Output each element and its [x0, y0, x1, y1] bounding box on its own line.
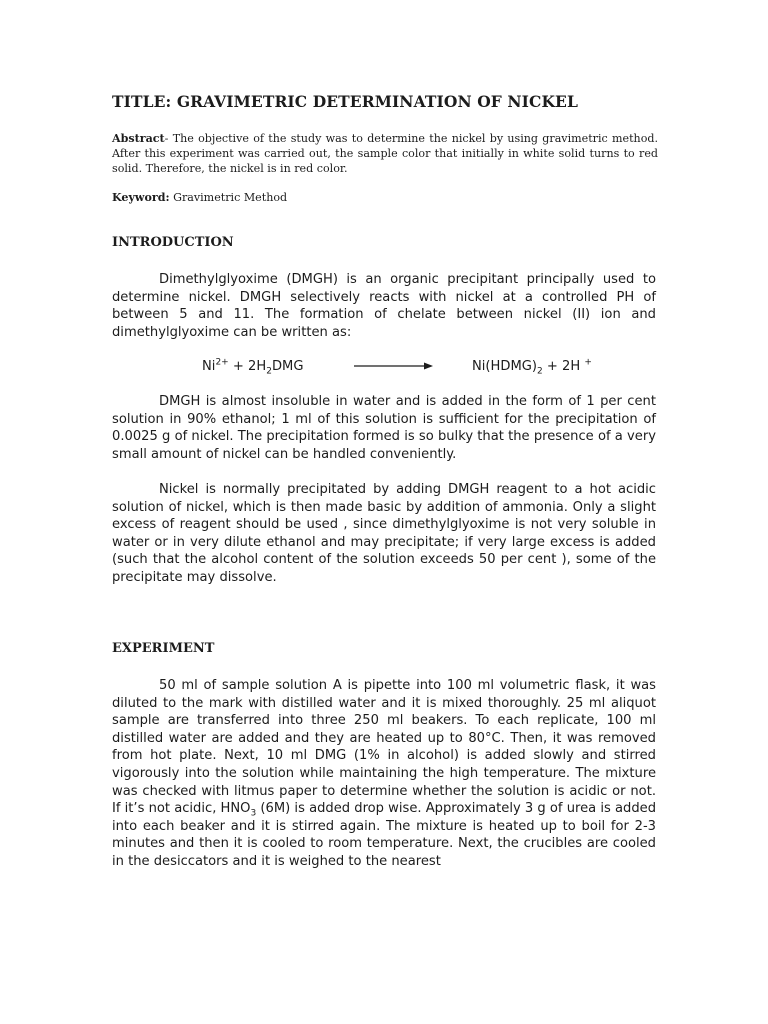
- equation-ni: Ni: [202, 359, 216, 374]
- reaction-arrow-icon: [354, 360, 434, 374]
- equation-ni-charge: 2+: [215, 357, 229, 368]
- equation-product-rest: + 2H: [542, 359, 585, 374]
- equation-plus-2h: + 2H: [228, 359, 267, 374]
- introduction-paragraph-3: Nickel is normally precipitated by adding DMGH reagent to a hot acidic solution of nickel, which is then made basic by addition of ammonia. Only a slight excess of reagent should be used , since dimethylglyoxime is not very soluble in water or in very dilute ethanol and may precipitate; if very large excess is added (such that the alcohol content of the solution exceeds 50 per cent ), some of the precipitate may dissolve.: [112, 482, 656, 585]
- experiment-paragraph-1: [112, 677, 656, 871]
- introduction-paragraph-2: DMGH is almost insoluble in water and is added in the form of 1 per cent solution in 90% ethanol; 1 ml of this solution is sufficient for the precipitation of 0.0025 g of nickel. The precipitation formed is so bulky that the presence of a very small amount of nickel can be handled conveniently.: [112, 394, 656, 462]
- abstract-paragraph: [112, 131, 658, 176]
- equation-h-subscript: 2: [266, 366, 272, 377]
- equation-products: [472, 357, 592, 377]
- equation-reactants: [202, 357, 304, 377]
- document-title: TITLE: GRAVIMETRIC DETERMINATION OF NICKEL: [112, 92, 578, 111]
- equation-product-charge: +: [584, 357, 592, 368]
- equation-product-subscript: 2: [537, 366, 543, 377]
- hno3-subscript: 3: [250, 808, 257, 819]
- experiment-text-b: (6M) is added drop wise. Approximately 3 g of urea is added into each beaker and it is stirred again. The mixture is heated up to boil for 2-3 minutes and then it is cooled to room temperature. Next, the crucibles are cooled in the desiccators and it is weighed to the nearest: [112, 801, 657, 869]
- abstract-label: Abstract: [112, 132, 165, 145]
- introduction-heading: INTRODUCTION: [112, 235, 234, 250]
- keyword-text: Gravimetric Method: [169, 191, 288, 204]
- introduction-paragraph-1: Dimethylglyoxime (DMGH) is an organic precipitant principally used to determine nickel. DMGH selectively reacts with nickel at a controlled PH of between 5 and 11. The formation of chelate between nickel (II) ion and dimethylglyoxime can be written as:: [112, 272, 656, 340]
- abstract-dash: -: [164, 132, 173, 145]
- experiment-text-a: 50 ml of sample solution A is pipette into 100 ml volumetric flask, it was diluted to the mark with distilled water and it is mixed thoroughly. 25 ml aliquot sample are transferred into three 250 ml beakers. To each replicate, 100 ml distilled water are added and they are heated up to 80°C. Then, it was removed from hot plate. Next, 10 ml DMG (1% in alcohol) is added slowly and stirred vigorously into the solution while maintaining the high temperature. The mixture was checked with litmus paper to determine whether the solution is acidic or not. If it’s not acidic, HNO: [112, 678, 656, 817]
- experiment-heading: EXPERIMENT: [112, 641, 215, 656]
- keyword-label: Keyword:: [112, 191, 170, 204]
- equation-product-ni: Ni(HDMG): [472, 359, 538, 374]
- keyword-line: [112, 190, 658, 205]
- equation-dmg: DMG: [271, 359, 304, 374]
- abstract-text: The objective of the study was to determine the nickel by using gravimetric method. After this experiment was carried out, the sample color that initially in white solid turns to red solid. Therefore, the nickel is in red color.: [112, 132, 659, 175]
